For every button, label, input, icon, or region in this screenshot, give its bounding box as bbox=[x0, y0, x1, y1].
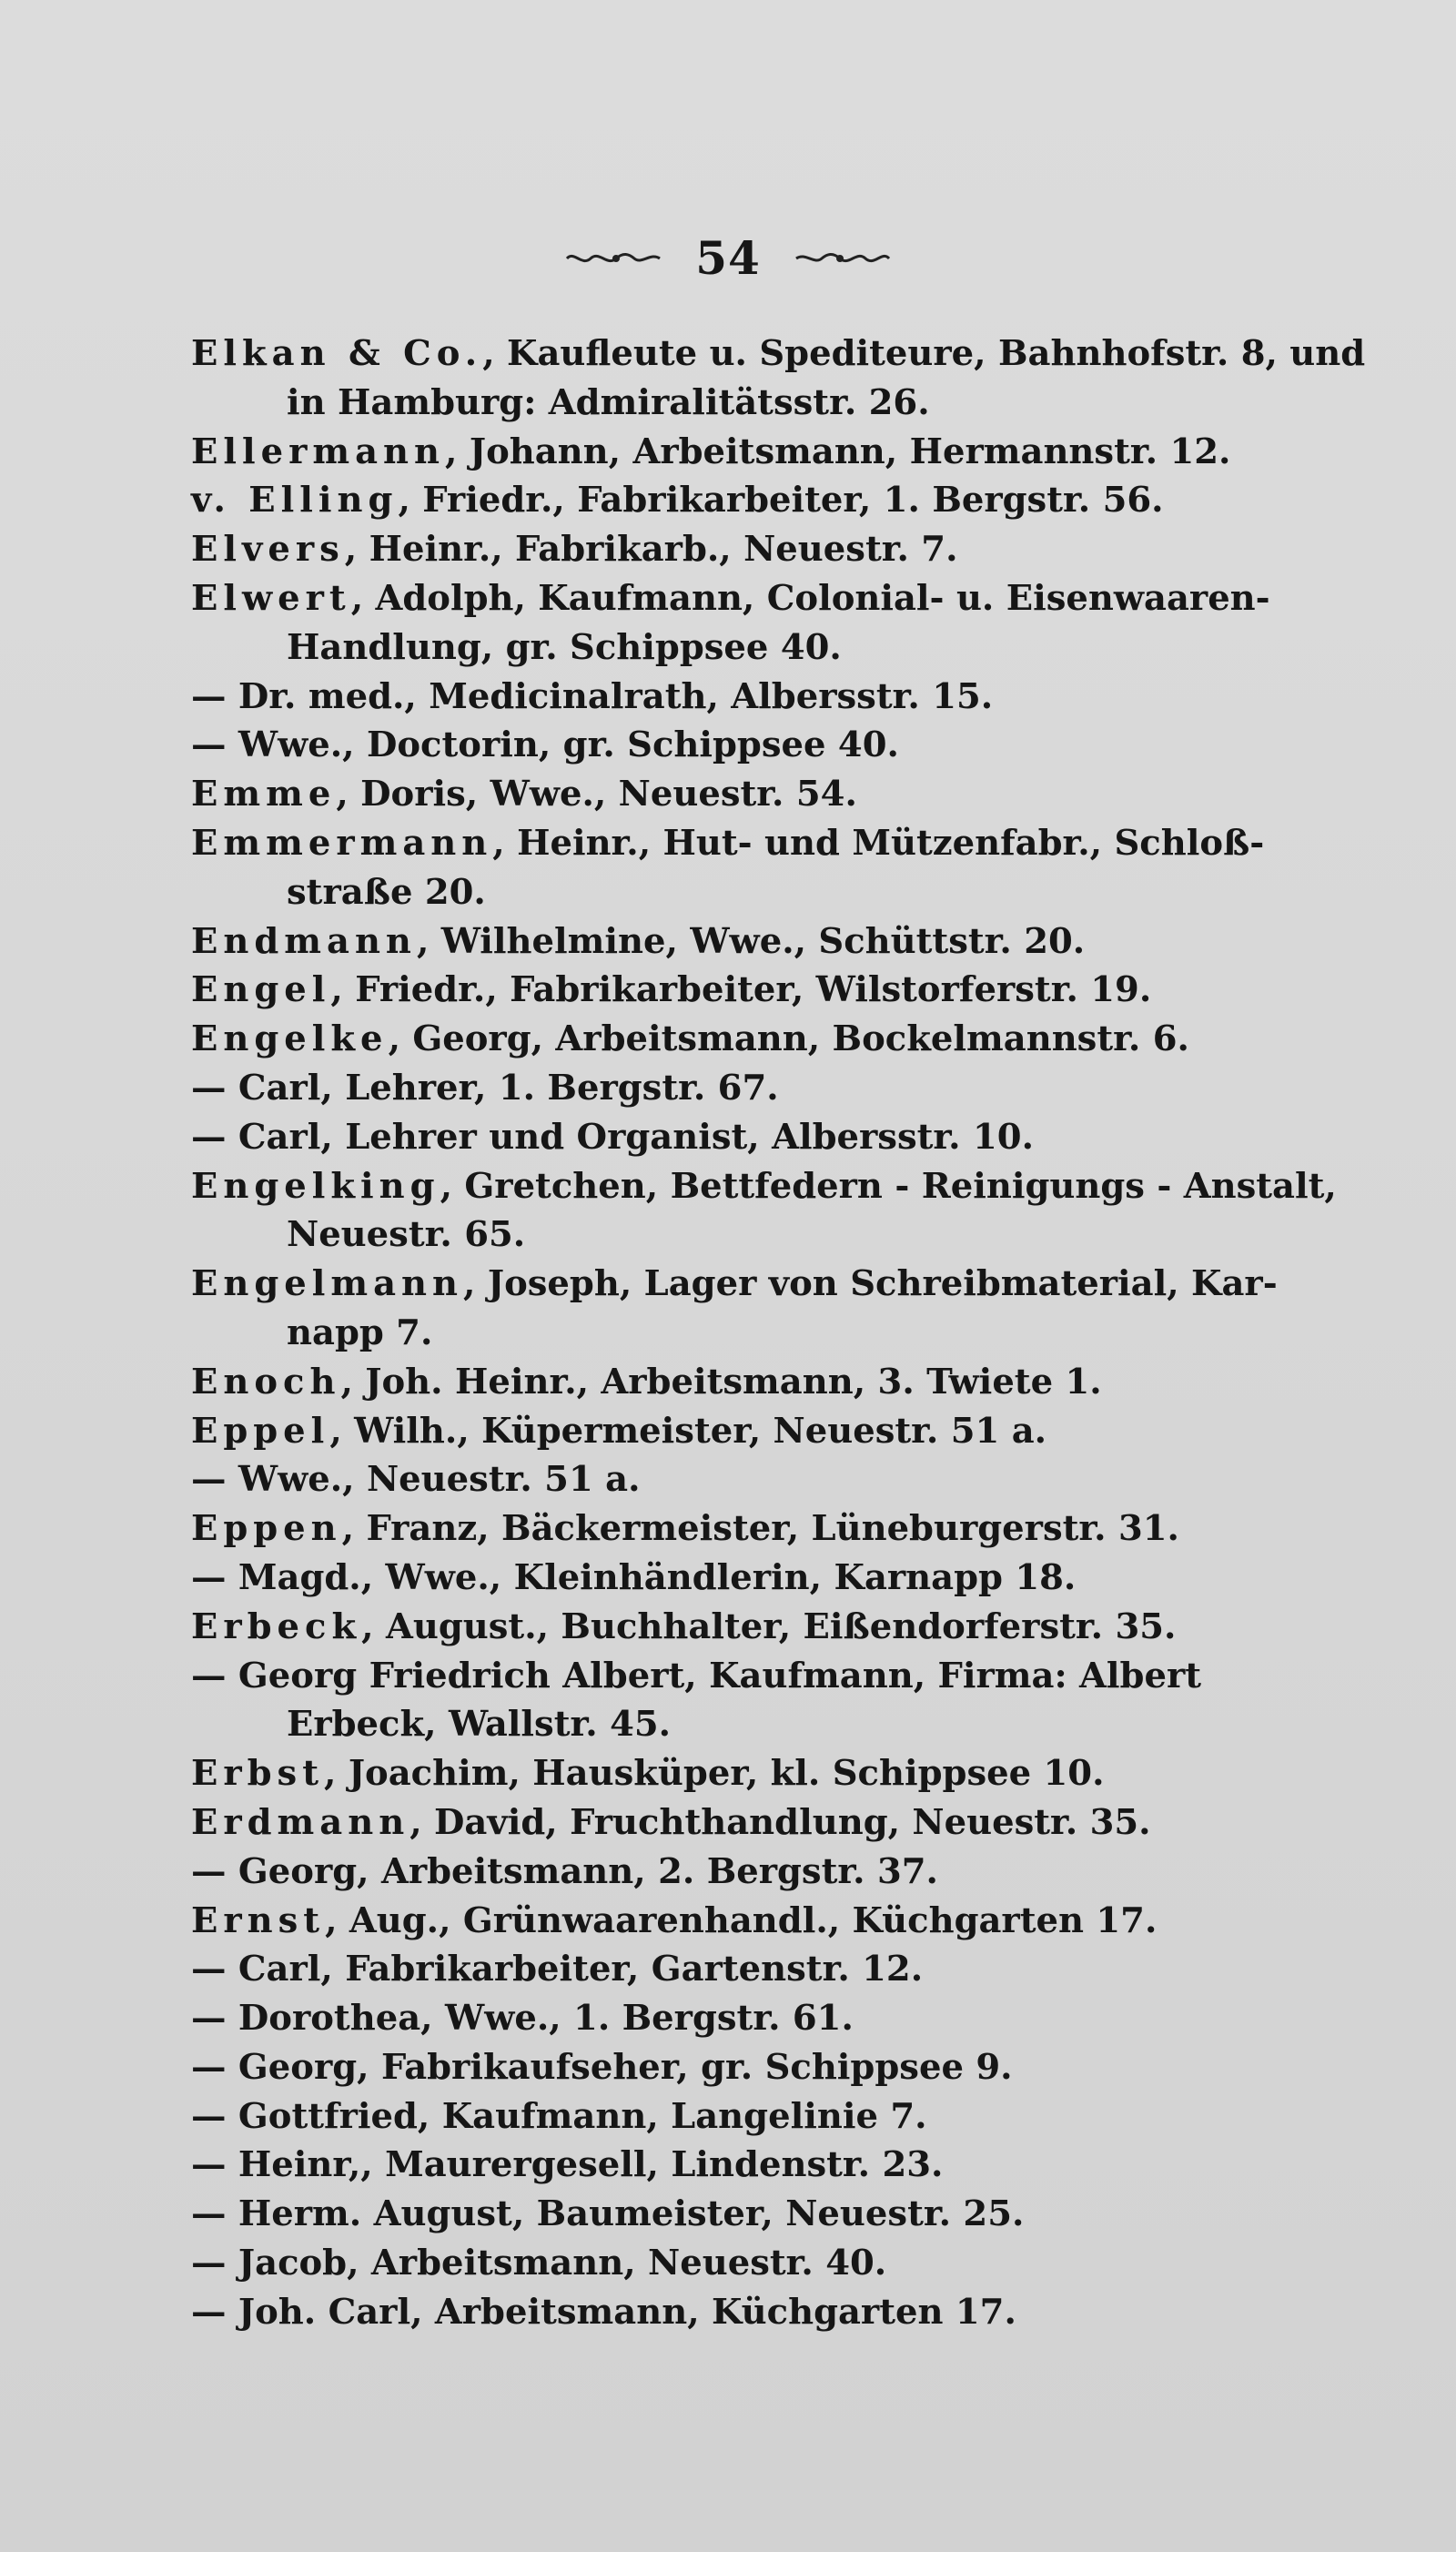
entry-surname: v. Elling bbox=[191, 480, 399, 522]
directory-line bbox=[191, 1897, 1356, 1946]
directory-entries bbox=[191, 329, 1366, 2337]
directory-line bbox=[191, 1064, 1356, 1113]
directory-line bbox=[191, 2190, 1356, 2239]
entry-surname: Enoch bbox=[191, 1361, 341, 1403]
entry-details: napp 7. bbox=[287, 1311, 433, 1353]
directory-line bbox=[191, 476, 1356, 525]
entry-details: — Heinr,, Maurergesell, Lindenstr. 23. bbox=[191, 2144, 944, 2186]
directory-line bbox=[191, 1652, 1356, 1701]
directory-line bbox=[191, 525, 1356, 574]
directory-line bbox=[191, 574, 1356, 623]
entry-details: , Gretchen, Bettfedern - Reinigungs - Anstalt, bbox=[440, 1165, 1337, 1207]
entry-details: Erbeck, Wallstr. 45. bbox=[287, 1704, 672, 1746]
directory-line bbox=[191, 1162, 1356, 1211]
directory-line bbox=[191, 1358, 1356, 1407]
directory-line bbox=[191, 1015, 1356, 1064]
right-ornament-icon bbox=[793, 245, 893, 272]
entry-surname: Erbeck bbox=[191, 1605, 362, 1647]
entry-surname: Engel bbox=[191, 969, 331, 1011]
entry-surname: Ellermann bbox=[191, 430, 446, 472]
entry-details: , Joseph, Lager von Schreibmaterial, Kar- bbox=[463, 1263, 1278, 1305]
directory-line bbox=[191, 623, 1356, 673]
entry-details: , Wilhelmine, Wwe., Schüttstr. 20. bbox=[416, 920, 1086, 962]
entry-surname: Emmermann bbox=[191, 822, 493, 864]
entry-details: — Jacob, Arbeitsmann, Neuestr. 40. bbox=[191, 2243, 887, 2284]
entry-details: , August., Buchhalter, Eißendorferstr. 35. bbox=[361, 1605, 1177, 1647]
directory-line bbox=[191, 2092, 1356, 2142]
entry-details: , Aug., Grünwaarenhandl., Küchgarten 17. bbox=[325, 1899, 1158, 1941]
entry-details: , Franz, Bäckermeister, Lüneburgerstr. 31. bbox=[341, 1508, 1179, 1550]
entry-surname: Ernst bbox=[191, 1899, 326, 1941]
directory-line bbox=[191, 1603, 1356, 1652]
entry-details: straße 20. bbox=[287, 871, 486, 913]
entry-details: — Georg, Arbeitsmann, 2. Bergstr. 37. bbox=[191, 1850, 938, 1892]
entry-surname: Elkan & Co. bbox=[191, 333, 483, 374]
directory-line bbox=[191, 1309, 1356, 1358]
directory-line bbox=[191, 673, 1356, 722]
entry-details: — Carl, Lehrer und Organist, Albersstr. 10. bbox=[191, 1116, 1034, 1158]
entry-details: , Georg, Arbeitsmann, Bockelmannstr. 6. bbox=[388, 1018, 1189, 1060]
directory-line bbox=[191, 379, 1356, 428]
entry-details: , Kaufleute u. Spediteure, Bahnhofstr. 8, und bbox=[482, 333, 1366, 374]
directory-line bbox=[191, 1945, 1356, 1994]
directory-line bbox=[191, 2288, 1356, 2337]
entry-details: Neuestr. 65. bbox=[287, 1214, 526, 1256]
entry-details: — Joh. Carl, Arbeitsmann, Küchgarten 17. bbox=[191, 2291, 1016, 2333]
directory-line bbox=[191, 1848, 1356, 1897]
entry-details: — Herm. August, Baumeister, Neuestr. 25. bbox=[191, 2193, 1025, 2235]
directory-line bbox=[191, 2141, 1356, 2190]
directory-line bbox=[191, 329, 1366, 379]
entry-details: — Carl, Lehrer, 1. Bergstr. 67. bbox=[191, 1067, 779, 1109]
directory-line bbox=[191, 1504, 1356, 1554]
entry-details: , Heinr., Hut- und Mützenfabr., Schloß- bbox=[492, 822, 1265, 864]
entry-surname: Endmann bbox=[191, 920, 417, 962]
directory-line bbox=[191, 819, 1356, 868]
entry-details: — Dr. med., Medicinalrath, Albersstr. 15. bbox=[191, 675, 994, 717]
directory-line bbox=[191, 1994, 1356, 2043]
entry-details: , Adolph, Kaufmann, Colonial- u. Eisenwaaren- bbox=[350, 577, 1270, 619]
entry-details: — Wwe., Neuestr. 51 a. bbox=[191, 1459, 641, 1501]
directory-line bbox=[191, 868, 1356, 917]
entry-details: , Joachim, Hausküper, kl. Schippsee 10. bbox=[324, 1753, 1105, 1795]
entry-details: , Johann, Arbeitsmann, Hermannstr. 12. bbox=[445, 430, 1231, 472]
entry-surname: Elvers bbox=[191, 529, 345, 571]
directory-line bbox=[191, 770, 1356, 819]
directory-line bbox=[191, 1455, 1356, 1504]
directory-line bbox=[191, 428, 1356, 477]
directory-line bbox=[191, 1749, 1356, 1798]
entry-details: — Dorothea, Wwe., 1. Bergstr. 61. bbox=[191, 1998, 854, 2040]
entry-surname: Emme bbox=[191, 774, 337, 815]
entry-details: , Heinr., Fabrikarb., Neuestr. 7. bbox=[344, 529, 958, 571]
page-number: 54 bbox=[695, 231, 761, 285]
directory-line bbox=[191, 2043, 1356, 2092]
entry-details: , Joh. Heinr., Arbeitsmann, 3. Twiete 1. bbox=[340, 1361, 1102, 1403]
entry-surname: Engelmann bbox=[191, 1263, 464, 1305]
directory-line bbox=[191, 917, 1356, 967]
entry-details: — Magd., Wwe., Kleinhändlerin, Karnapp 18. bbox=[191, 1556, 1077, 1598]
entry-details: — Carl, Fabrikarbeiter, Gartenstr. 12. bbox=[191, 1949, 924, 1990]
entry-surname: Eppen bbox=[191, 1508, 342, 1550]
entry-surname: Elwert bbox=[191, 577, 351, 619]
entry-details: — Georg Friedrich Albert, Kaufmann, Firma: Albert bbox=[191, 1655, 1202, 1696]
directory-line bbox=[191, 1407, 1356, 1456]
entry-details: Handlung, gr. Schippsee 40. bbox=[287, 626, 842, 668]
entry-surname: Engelke bbox=[191, 1018, 389, 1060]
entry-details: — Gottfried, Kaufmann, Langelinie 7. bbox=[191, 2095, 927, 2137]
directory-line bbox=[191, 721, 1356, 770]
entry-details: , Friedr., Fabrikarbeiter, Wilstorferstr. 19. bbox=[330, 969, 1152, 1011]
left-ornament-icon bbox=[563, 245, 663, 272]
entry-surname: Eppel bbox=[191, 1410, 330, 1452]
directory-line bbox=[191, 1798, 1356, 1848]
directory-line bbox=[191, 2239, 1356, 2288]
entry-surname: Erdmann bbox=[191, 1801, 410, 1843]
directory-line bbox=[191, 966, 1356, 1015]
directory-line bbox=[191, 1210, 1356, 1260]
directory-line bbox=[191, 1554, 1356, 1603]
page-header bbox=[0, 223, 1456, 290]
entry-details: , David, Fruchthandlung, Neuestr. 35. bbox=[410, 1801, 1151, 1843]
entry-details: — Wwe., Doctorin, gr. Schippsee 40. bbox=[191, 724, 899, 766]
entry-surname: Engelking bbox=[191, 1165, 440, 1207]
directory-line bbox=[191, 1113, 1356, 1162]
entry-details: in Hamburg: Admiralitätsstr. 26. bbox=[287, 381, 930, 423]
entry-details: , Friedr., Fabrikarbeiter, 1. Bergstr. 56. bbox=[398, 480, 1164, 522]
entry-surname: Erbst bbox=[191, 1753, 325, 1795]
entry-details: , Doris, Wwe., Neuestr. 54. bbox=[336, 774, 857, 815]
directory-line bbox=[191, 1260, 1356, 1309]
entry-details: — Georg, Fabrikaufseher, gr. Schippsee 9. bbox=[191, 2046, 1013, 2088]
entry-details: , Wilh., Küpermeister, Neuestr. 51 a. bbox=[329, 1410, 1047, 1452]
directory-line bbox=[191, 1700, 1356, 1749]
